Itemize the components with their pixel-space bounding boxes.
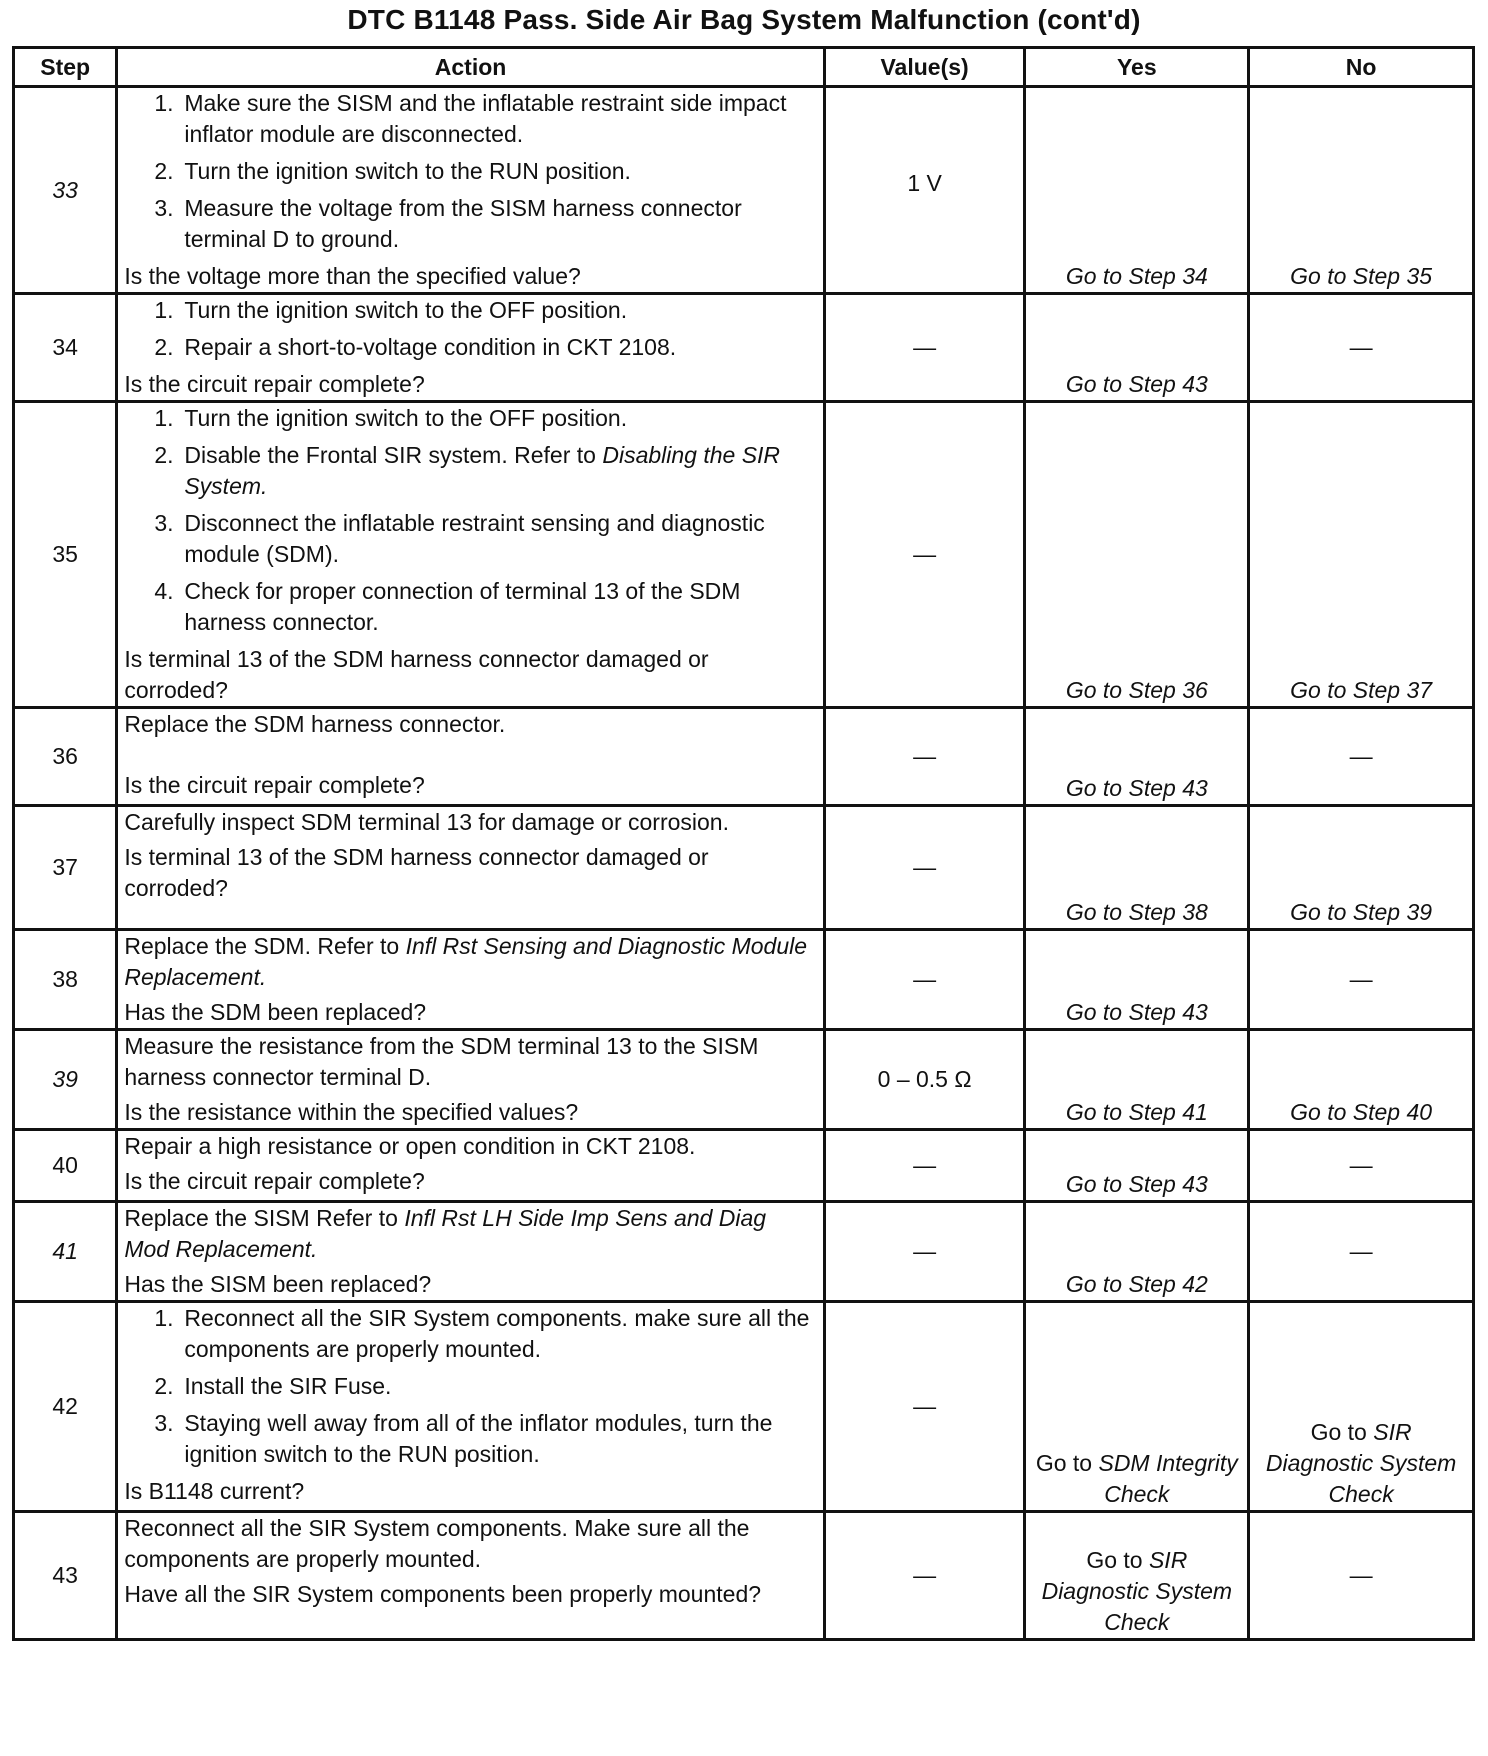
action-cell — [117, 1302, 824, 1512]
no-cell: Go to Step 39 — [1249, 806, 1474, 930]
yes-cell: Go to Step 42 — [1025, 1202, 1249, 1302]
action-substep: 1. Reconnect all the SIR System components. make sure all the components are properly mounted. — [154, 1305, 810, 1362]
step-number: 43 — [14, 1512, 117, 1640]
action-question: Has the SISM been replaced? — [124, 1271, 432, 1297]
yes-cell: Go to Step 43 — [1025, 708, 1249, 806]
step-number: 38 — [14, 930, 117, 1030]
action-text: Measure the resistance from the SDM terminal 13 to the SISM harness connector terminal D. — [124, 1033, 759, 1090]
action-text: Replace the SDM harness connector. — [124, 711, 506, 737]
header-no: No — [1249, 48, 1474, 87]
action-cell — [117, 1202, 824, 1302]
step-number: 35 — [14, 402, 117, 708]
action-cell — [117, 1130, 824, 1202]
yes-cell: Go to Step 34 — [1025, 87, 1249, 294]
action-text: Repair a high resistance or open condition in CKT 2108. — [124, 1133, 696, 1159]
action-text: Replace the SISM Refer to Infl Rst LH Side Imp Sens and Diag Mod Replacement. — [124, 1205, 767, 1262]
action-text: Replace the SDM. Refer to Infl Rst Sensing and Diagnostic Module Replacement. — [124, 933, 808, 990]
no-cell: — — [1249, 708, 1474, 806]
action-question: Is the circuit repair complete? — [124, 772, 425, 798]
no-cell: — — [1249, 294, 1474, 402]
value-cell: — — [824, 1130, 1025, 1202]
no-cell: Go to Step 40 — [1249, 1030, 1474, 1130]
no-cell: — — [1249, 1130, 1474, 1202]
page-title: DTC B1148 Pass. Side Air Bag System Malfunction (cont'd) — [347, 4, 1141, 35]
value-cell: — — [824, 930, 1025, 1030]
table-row — [14, 708, 1474, 806]
action-question: Has the SDM been replaced? — [124, 999, 427, 1025]
no-cell: Go to Step 35 — [1249, 87, 1474, 294]
header-action: Action — [117, 48, 824, 87]
table-row — [14, 1202, 1474, 1302]
reference-link[interactable]: Infl Rst Sensing and Diagnostic Module Replacement. — [124, 933, 808, 990]
table-row — [14, 294, 1474, 402]
table-header-row — [14, 48, 1474, 87]
action-substep: 2. Disable the Frontal SIR system. Refer to Disabling the SIR System. — [154, 442, 781, 499]
action-cell — [117, 930, 824, 1030]
value-cell: 1 V — [824, 87, 1025, 294]
no-cell: — — [1249, 1202, 1474, 1302]
action-substep: 2. Install the SIR Fuse. — [154, 1373, 392, 1399]
action-cell — [117, 806, 824, 930]
action-cell — [117, 1030, 824, 1130]
step-number: 40 — [14, 1130, 117, 1202]
action-question: Is terminal 13 of the SDM harness connector damaged or corroded? — [124, 646, 709, 703]
action-cell — [117, 294, 824, 402]
yes-cell: Go to Step 43 — [1025, 294, 1249, 402]
no-cell: — — [1249, 1512, 1474, 1640]
no-cell: Go to Step 37 — [1249, 402, 1474, 708]
table-row — [14, 87, 1474, 294]
action-cell — [117, 708, 824, 806]
value-cell: — — [824, 402, 1025, 708]
yes-cell: Go to Step 38 — [1025, 806, 1249, 930]
action-question: Is B1148 current? — [124, 1478, 305, 1504]
header-yes: Yes — [1025, 48, 1249, 87]
step-number: 39 — [14, 1030, 117, 1130]
diagnostic-table — [12, 46, 1475, 1641]
step-number: 41 — [14, 1202, 117, 1302]
action-substep: 3. Disconnect the inflatable restraint sensing and diagnostic module (SDM). — [154, 510, 765, 567]
yes-cell: Go to Step 36 — [1025, 402, 1249, 708]
action-text: Reconnect all the SIR System components. Make sure all the components are properly mounted. — [124, 1515, 750, 1572]
value-cell: — — [824, 806, 1025, 930]
action-question: Is the circuit repair complete? — [124, 371, 425, 397]
action-question: Is terminal 13 of the SDM harness connector damaged or corroded? — [124, 844, 709, 901]
yes-cell: Go to Step 43 — [1025, 1130, 1249, 1202]
no-cell: — — [1249, 930, 1474, 1030]
table-row — [14, 1512, 1474, 1640]
action-question: Is the resistance within the specified values? — [124, 1099, 579, 1125]
action-cell — [117, 402, 824, 708]
step-number: 42 — [14, 1302, 117, 1512]
action-substep: 4. Check for proper connection of terminal 13 of the SDM harness connector. — [154, 578, 741, 635]
reference-link[interactable]: SIR Diagnostic System Check — [1265, 1419, 1457, 1507]
action-substep: 1. Make sure the SISM and the inflatable restraint side impact inflator module are disconnected. — [154, 90, 787, 147]
action-substep: 2. Turn the ignition switch to the RUN position. — [154, 158, 631, 184]
yes-cell: Go to Step 43 — [1025, 930, 1249, 1030]
yes-cell: Go to Step 41 — [1025, 1030, 1249, 1130]
step-number: 33 — [14, 87, 117, 294]
action-question: Have all the SIR System components been properly mounted? — [124, 1581, 762, 1607]
reference-link[interactable]: Infl Rst LH Side Imp Sens and Diag Mod Replacement. — [124, 1205, 767, 1262]
yes-cell: Go to SIR Diagnostic System Check — [1025, 1512, 1249, 1640]
action-question: Is the circuit repair complete? — [124, 1168, 425, 1194]
step-number: 37 — [14, 806, 117, 930]
no-cell: Go to SIR Diagnostic System Check — [1249, 1302, 1474, 1512]
value-cell: — — [824, 1202, 1025, 1302]
action-substep: 3. Measure the voltage from the SISM harness connector terminal D to ground. — [154, 195, 742, 252]
value-cell: — — [824, 1512, 1025, 1640]
action-question: Is the voltage more than the specified value? — [124, 263, 581, 289]
header-step: Step — [14, 48, 117, 87]
step-number: 34 — [14, 294, 117, 402]
action-cell — [117, 1512, 824, 1640]
table-row — [14, 402, 1474, 708]
yes-cell: Go to SDM Integrity Check — [1025, 1302, 1249, 1512]
table-row — [14, 1130, 1474, 1202]
table-row — [14, 1302, 1474, 1512]
action-substep: 1. Turn the ignition switch to the OFF position. — [154, 297, 628, 323]
action-cell — [117, 87, 824, 294]
value-cell: 0 – 0.5 Ω — [824, 1030, 1025, 1130]
action-substep: 3. Staying well away from all of the inflator modules, turn the ignition switch to the RUN position. — [154, 1410, 773, 1467]
reference-link[interactable]: SDM Integrity Check — [1098, 1450, 1238, 1507]
reference-link[interactable]: Disabling the SIR System. — [184, 442, 781, 499]
reference-link[interactable]: SIR Diagnostic System Check — [1041, 1547, 1233, 1635]
header-values: Value(s) — [824, 48, 1025, 87]
value-cell: — — [824, 1302, 1025, 1512]
table-row — [14, 930, 1474, 1030]
action-substep: 2. Repair a short-to-voltage condition in CKT 2108. — [154, 334, 677, 360]
value-cell: — — [824, 708, 1025, 806]
table-row — [14, 806, 1474, 930]
value-cell: — — [824, 294, 1025, 402]
table-row — [14, 1030, 1474, 1130]
action-text: Carefully inspect SDM terminal 13 for damage or corrosion. — [124, 809, 729, 835]
action-substep: 1. Turn the ignition switch to the OFF position. — [154, 405, 628, 431]
step-number: 36 — [14, 708, 117, 806]
